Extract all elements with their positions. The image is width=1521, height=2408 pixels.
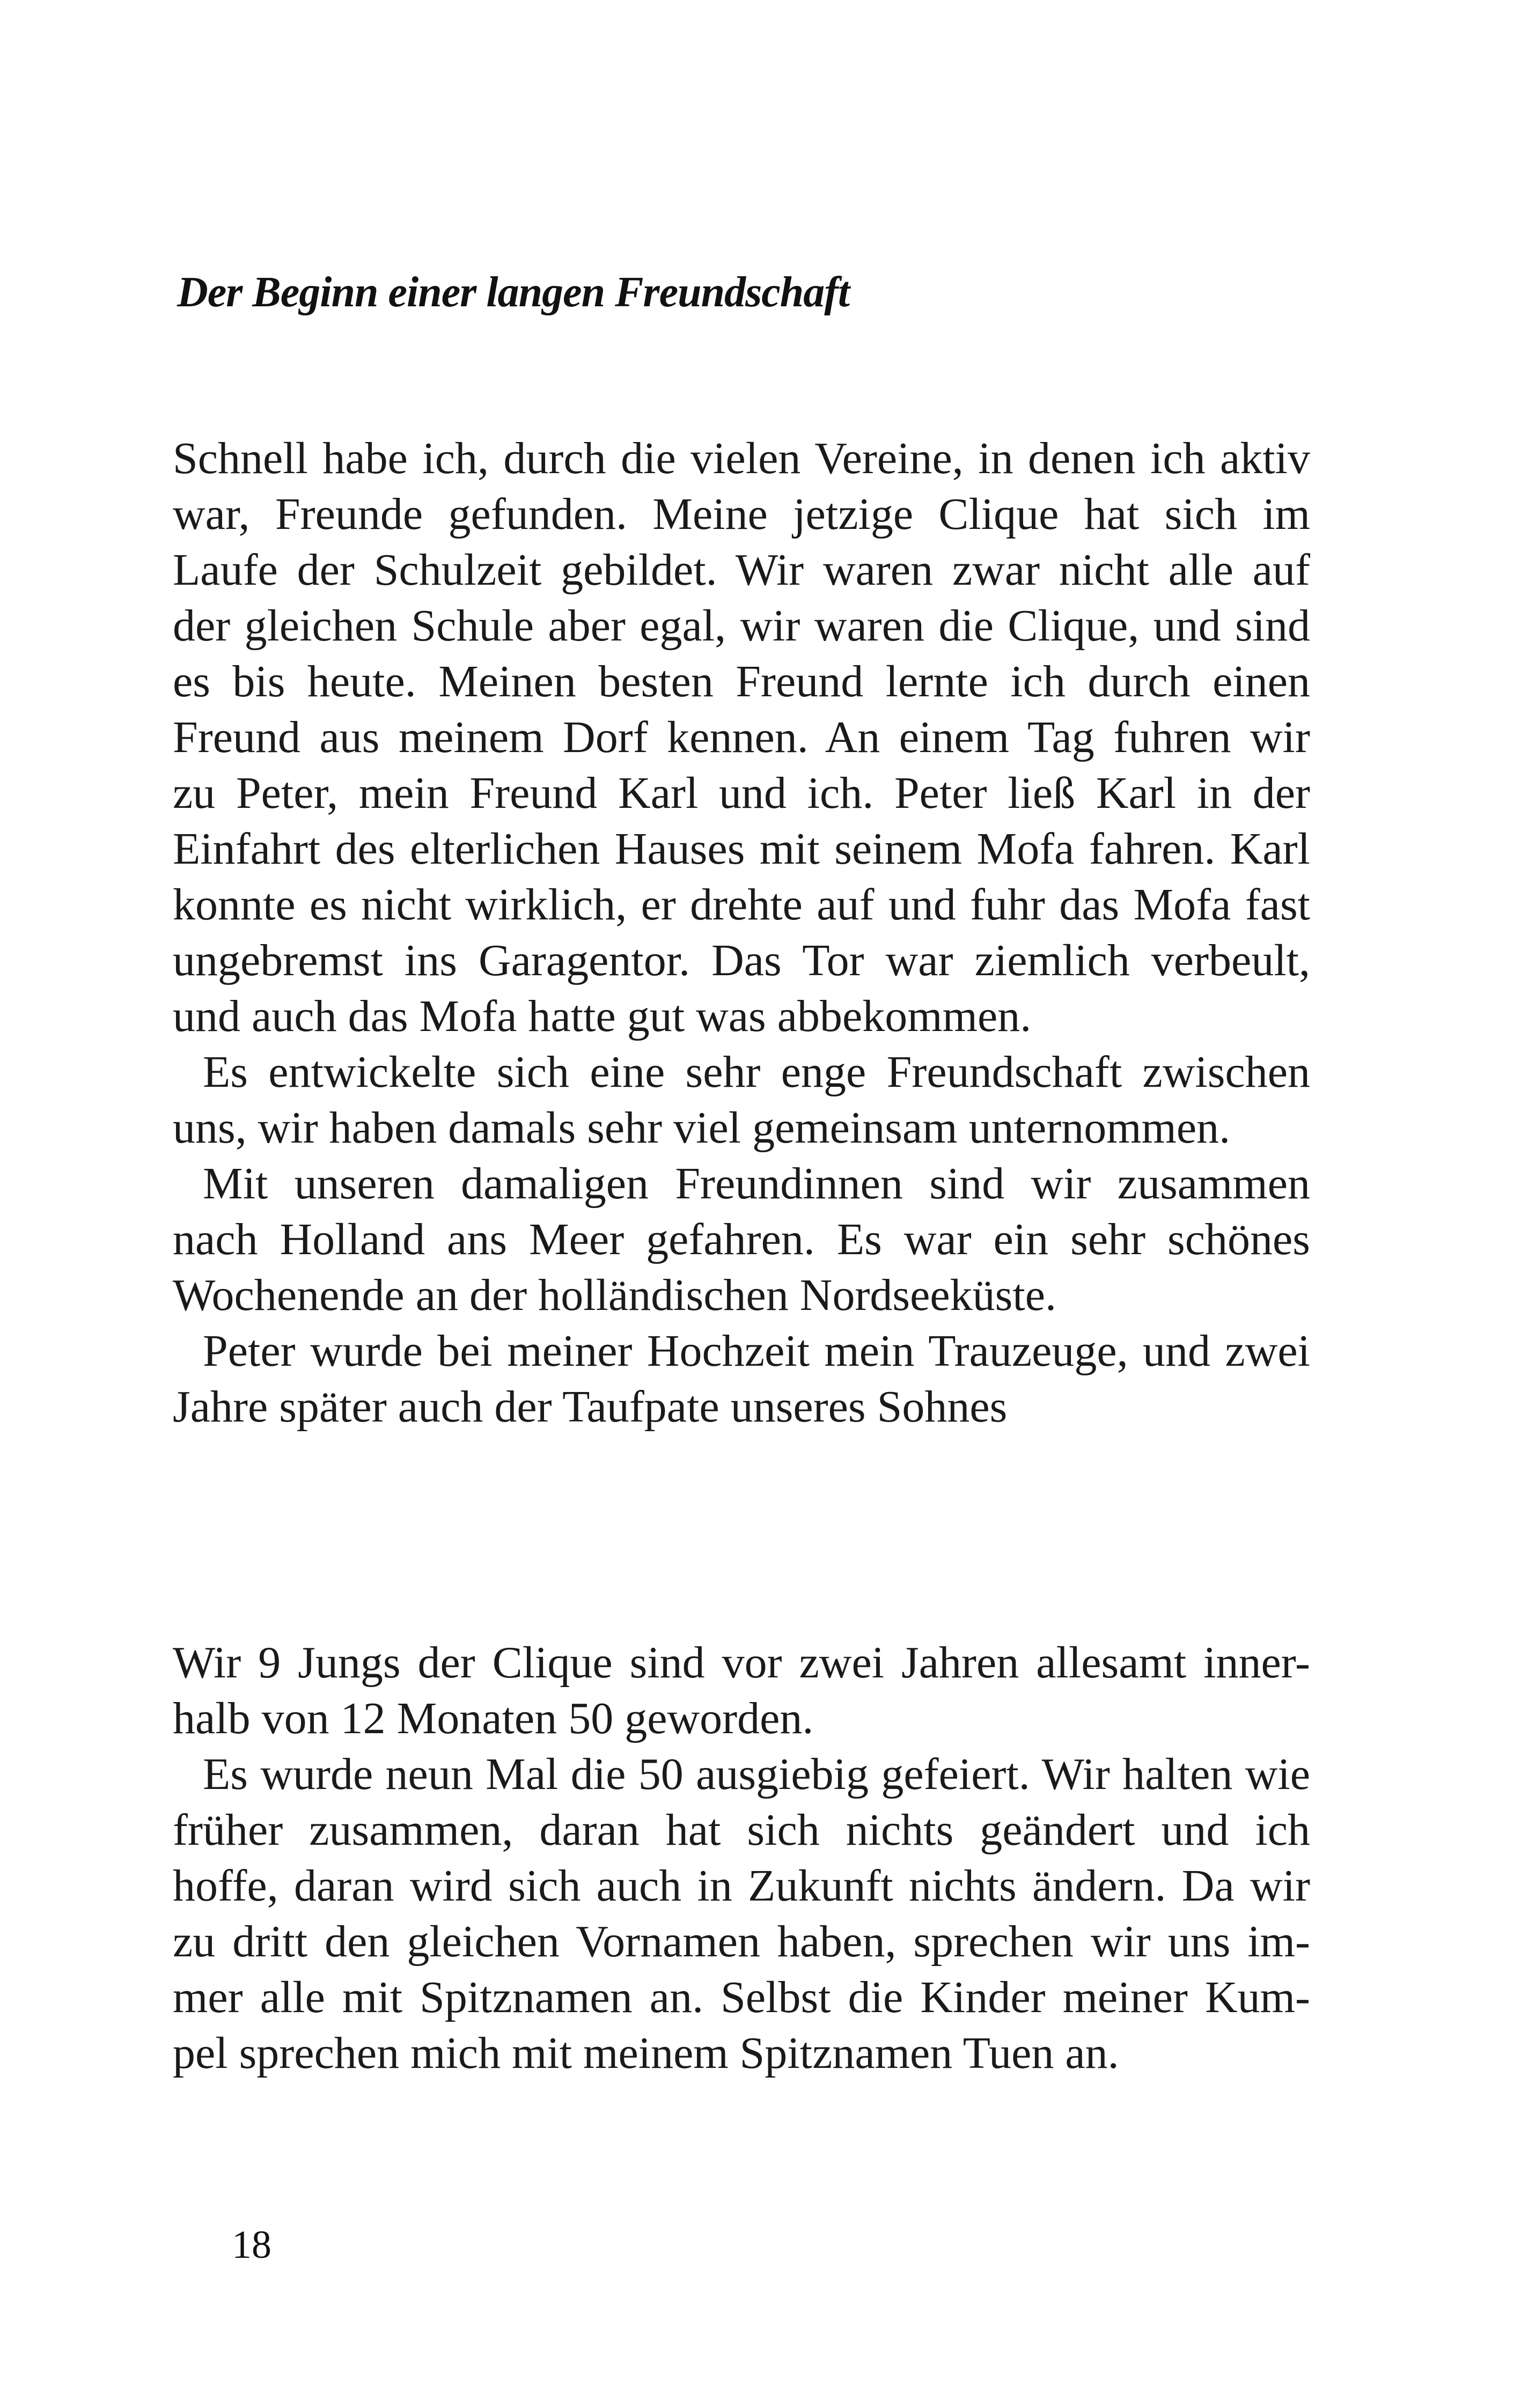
text-line: Mit unseren damaligen Freundinnen sind wir zusammen — [203, 1159, 1310, 1209]
text-line: Wir 9 Jungs der Clique sind vor zwei Jahren allesamt inner- — [173, 1638, 1310, 1688]
text-line: pel sprechen mich mit meinem Spitznamen Tuen an. — [173, 2028, 1119, 2078]
text-line: nach Holland ans Meer gefahren. Es war ein sehr schönes — [173, 1214, 1310, 1264]
text-line: ungebremst ins Garagentor. Das Tor war ziemlich verbeult, — [173, 936, 1310, 985]
page-number: 18 — [232, 2223, 271, 2267]
text-line: mer alle mit Spitznamen an. Selbst die Kinder meiner Kum- — [173, 1972, 1310, 2022]
text-line: zu dritt den gleichen Vornamen haben, sprechen wir uns im- — [173, 1917, 1310, 1967]
text-section-one — [173, 431, 1310, 1435]
text-line: es bis heute. Meinen besten Freund lernte ich durch einen — [173, 657, 1310, 706]
text-line: und auch das Mofa hatte gut was abbekommen. — [173, 991, 1032, 1041]
text-line: Laufe der Schulzeit gebildet. Wir waren zwar nicht alle auf — [173, 545, 1310, 595]
text-line: Es entwickelte sich eine sehr enge Freundschaft zwischen — [203, 1047, 1310, 1097]
text-line: zu Peter, mein Freund Karl und ich. Peter ließ Karl in der — [173, 768, 1310, 818]
chapter-title: Der Beginn einer langen Freundschaft — [177, 269, 850, 316]
text-line: der gleichen Schule aber egal, wir waren die Clique, und sind — [173, 601, 1310, 651]
text-line: Schnell habe ich, durch die vielen Vereine, in denen ich aktiv — [173, 433, 1310, 483]
text-line: Einfahrt des elterlichen Hauses mit seinem Mofa fahren. Karl — [173, 824, 1310, 874]
text-line: war, Freunde gefunden. Meine jetzige Clique hat sich im — [173, 489, 1310, 539]
text-line: halb von 12 Monaten 50 geworden. — [173, 1693, 814, 1743]
text-line: Peter wurde bei meiner Hochzeit mein Trauzeuge, und zwei — [203, 1326, 1310, 1376]
text-line: Es wurde neun Mal die 50 ausgiebig gefeiert. Wir halten wie — [203, 1749, 1310, 1799]
text-line: Wochenende an der holländischen Nordseeküste. — [173, 1270, 1056, 1320]
text-line: früher zusammen, daran hat sich nichts geändert und ich — [173, 1805, 1310, 1855]
text-section-two — [173, 1635, 1310, 2081]
text-line: Jahre später auch der Taufpate unseres Sohnes — [173, 1382, 1008, 1432]
text-line: konnte es nicht wirklich, er drehte auf und fuhr das Mofa fast — [173, 880, 1310, 930]
text-line: Freund aus meinem Dorf kennen. An einem Tag fuhren wir — [173, 712, 1310, 762]
text-line: hoffe, daran wird sich auch in Zukunft nichts ändern. Da wir — [173, 1861, 1310, 1911]
text-line: uns, wir haben damals sehr viel gemeinsam unternommen. — [173, 1103, 1231, 1153]
